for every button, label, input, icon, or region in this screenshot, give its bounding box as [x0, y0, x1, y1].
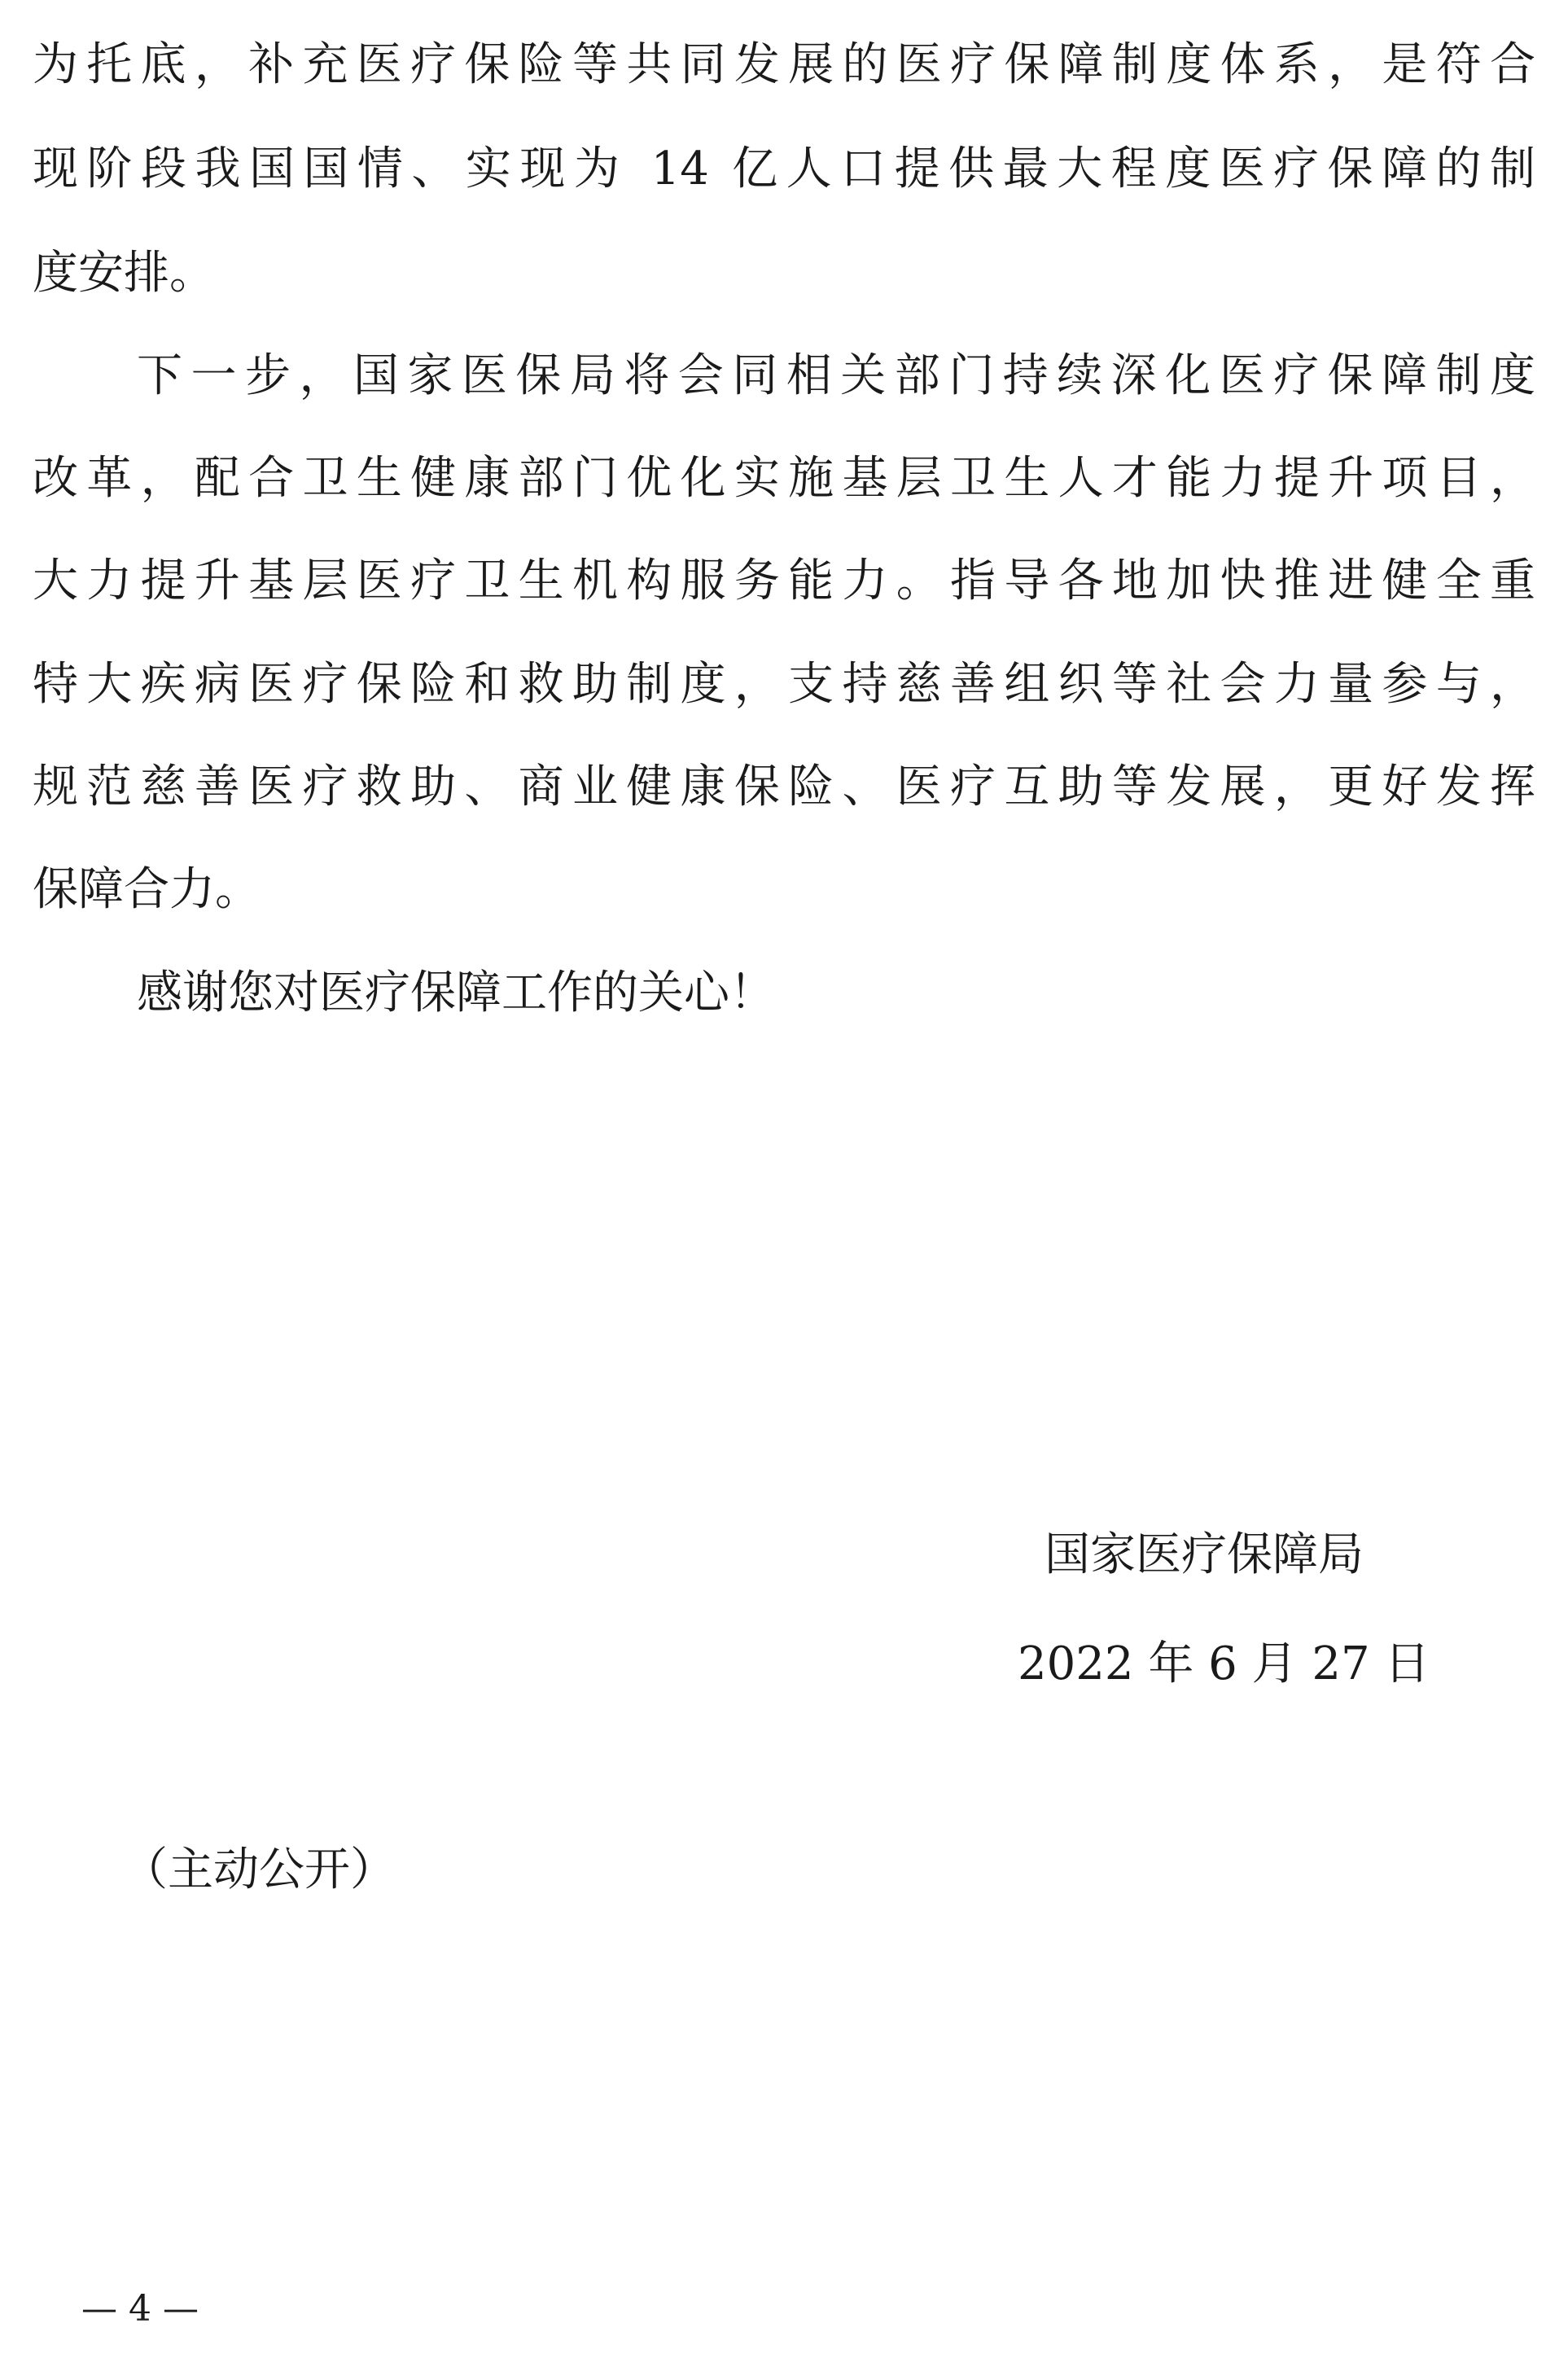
paragraph-2-line-3: 大力提升基层医疗卫生机构服务能力。指导各地加快推进健全重 [33, 555, 1535, 607]
signature-date: 2022 年 6 月 27 日 [1018, 1637, 1430, 1690]
paragraph-2-line-6: 保障合力。 [33, 863, 261, 916]
paragraph-1-line-3: 度安排。 [33, 247, 215, 300]
paragraph-1-line-2: 现阶段我国国情、实现为 14 亿人口提供最大程度医疗保障的制 [33, 142, 1535, 195]
signature-organization: 国家医疗保障局 [1045, 1528, 1364, 1581]
page-number: — 4 — [81, 2288, 199, 2330]
paragraph-1-line-1: 为托底，补充医疗保险等共同发展的医疗保障制度体系，是符合 [33, 38, 1535, 91]
paragraph-2-line-4: 特大疾病医疗保险和救助制度，支持慈善组织等社会力量参与， [33, 658, 1535, 711]
disclosure-label: （主动公开） [122, 1843, 396, 1896]
paragraph-2-line-5: 规范慈善医疗救助、商业健康保险、医疗互助等发展，更好发挥 [33, 761, 1535, 813]
paragraph-2-line-1: 下一步，国家医保局将会同相关部门持续深化医疗保障制度 [137, 349, 1535, 402]
closing-line: 感谢您对医疗保障工作的关心！ [137, 967, 775, 1019]
paragraph-2-line-2: 改革，配合卫生健康部门优化实施基层卫生人才能力提升项目， [33, 452, 1535, 505]
